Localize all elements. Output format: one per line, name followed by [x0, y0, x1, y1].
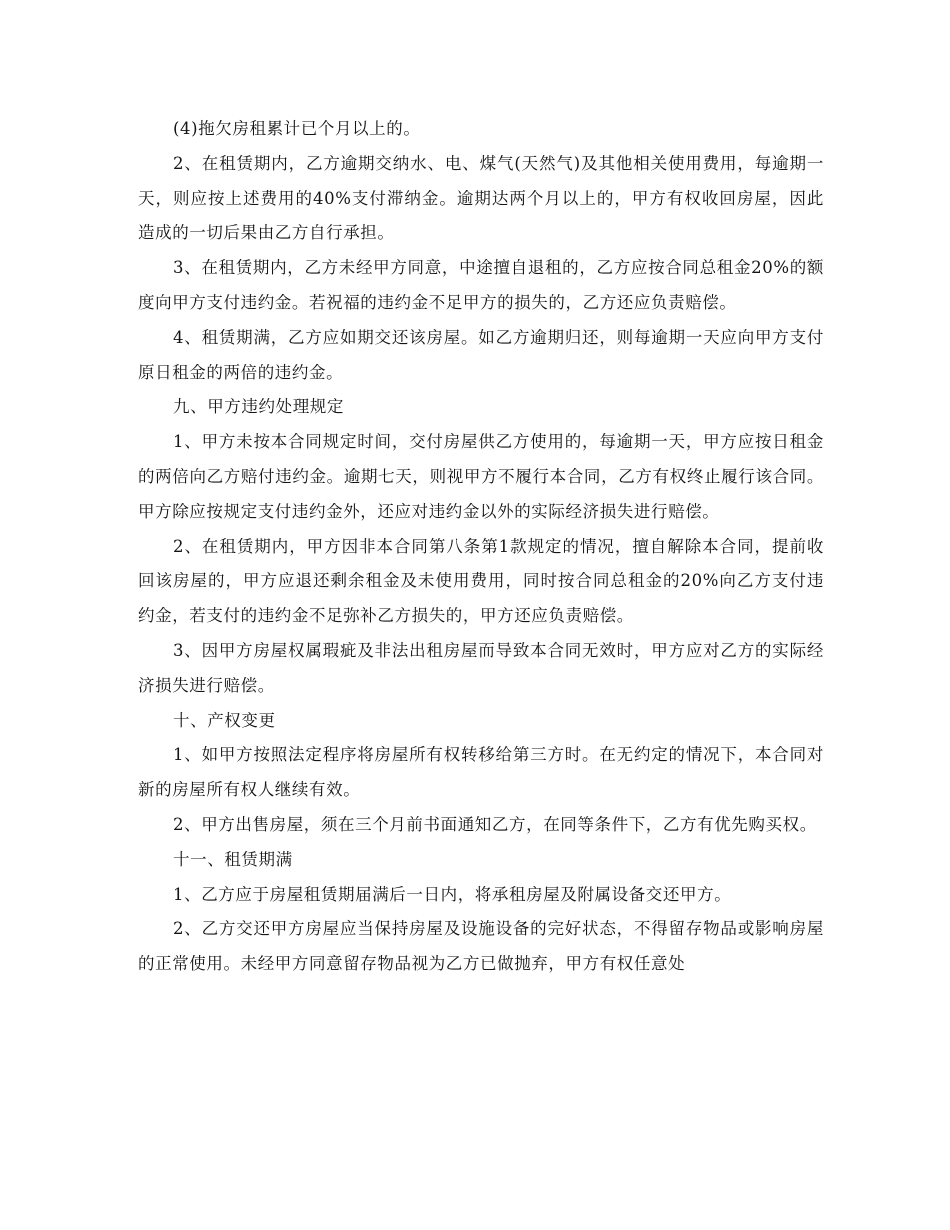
- clause-right-of-first-refusal: 2、甲方出售房屋，须在三个月前书面通知乙方，在同等条件下，乙方有优先购买权。: [173, 814, 817, 834]
- clause-property-condition: 2、乙方交还甲方房屋应当保持房屋及设施设备的完好状态，不得留存物品或影响房屋的正常使用。未经甲方同意留存物品视为乙方已做抛弃，甲方有权任意处: [138, 919, 824, 974]
- clause-return-property: 1、乙方应于房屋租赁期届满后一日内，将承租房屋及附属设备交还甲方。: [173, 884, 732, 904]
- section-heading-lease-expiry: 十一、租赁期满: [173, 849, 293, 869]
- clause-overdue-return: 4、租赁期满，乙方应如期交还该房屋。如乙方逾期归还，则每逾期一天应向甲方支付原日租金的两倍的违约金。: [138, 327, 824, 382]
- clause-early-termination-landlord: 2、在租赁期内，甲方因非本合同第八条第1款规定的情况，擅自解除本合同，提前收回该房屋的，甲方应退还剩余租金及未使用费用，同时按合同总租金的20%向乙方支付违约金，若支付的违约金不足弥补乙方损失的，甲方还应负责赔偿。: [138, 536, 824, 626]
- section-heading-ownership-change: 十、产权变更: [173, 710, 276, 730]
- section-heading-landlord-breach: 九、甲方违约处理规定: [173, 397, 344, 417]
- clause-title-defect: 3、因甲方房屋权属瑕疵及非法出租房屋而导致本合同无效时，甲方应对乙方的实际经济损失进行赔偿。: [138, 640, 824, 695]
- clause-early-termination-tenant: 3、在租赁期内，乙方未经甲方同意，中途擅自退租的，乙方应按合同总租金20%的额度向甲方支付违约金。若祝福的违约金不足甲方的损失的，乙方还应负责赔偿。: [138, 258, 824, 312]
- clause-late-delivery: 1、甲方未按本合同规定时间，交付房屋供乙方使用的，每逾期一天，甲方应按日租金的两倍向乙方赔付违约金。逾期七天，则视甲方不履行本合同，乙方有权终止履行该合同。甲方除应按规定支付违约金外，还应对违约金以外的实际经济损失进行赔偿。: [138, 432, 824, 521]
- clause-arrears-item-4: (4)拖欠房租累计已个月以上的。: [173, 119, 421, 138]
- document-body: [138, 112, 824, 982]
- clause-late-utility-fees: 2、在租赁期内，乙方逾期交纳水、电、煤气(天然气)及其他相关使用费用，每逾期一天，则应按上述费用的40%支付滞纳金。逾期达两个月以上的，甲方有权收回房屋，因此造成的一切后果由乙方自行承担。: [138, 153, 824, 243]
- clause-ownership-transfer: 1、如甲方按照法定程序将房屋所有权转移给第三方时。在无约定的情况下，本合同对新的房屋所有权人继续有效。: [138, 745, 824, 800]
